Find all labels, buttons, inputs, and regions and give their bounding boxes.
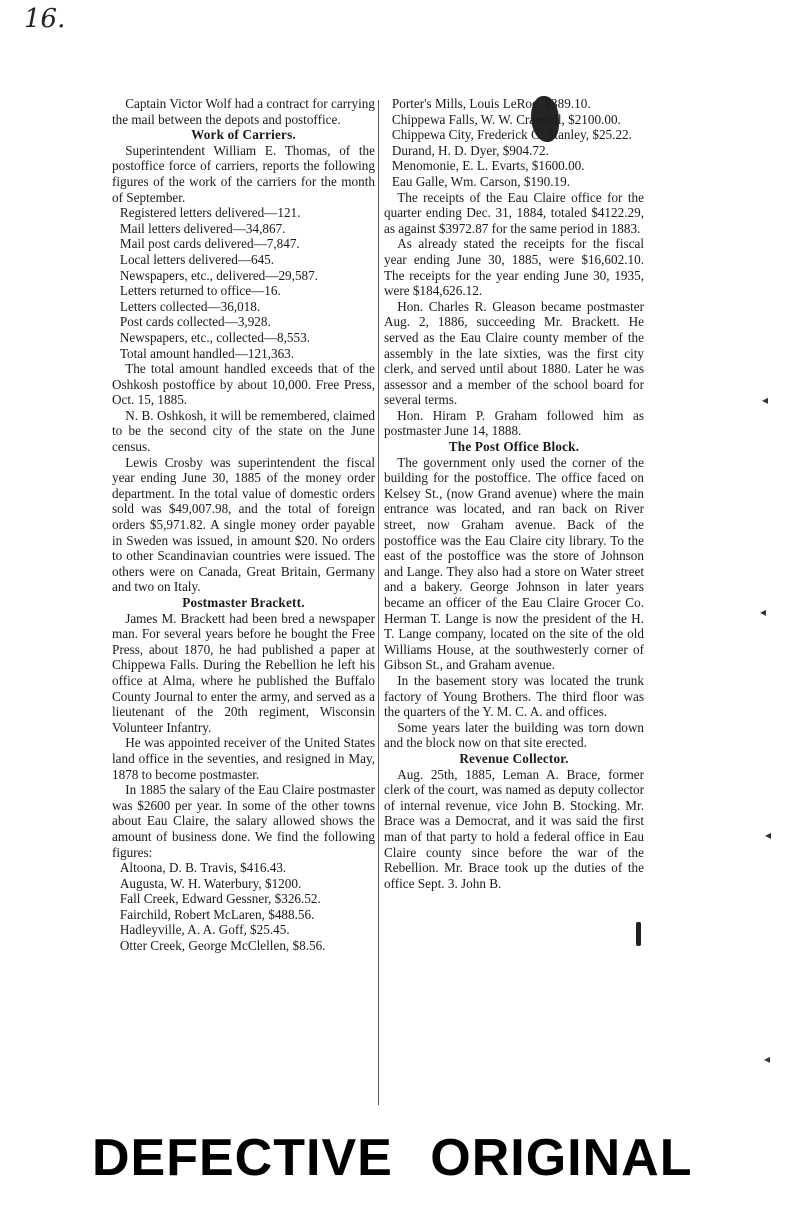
office-salary-line: Fall Creek, Edward Gessner, $326.52.: [119, 891, 321, 907]
column-divider: [378, 100, 379, 1105]
stat-line: Letters collected—36,018.: [119, 298, 261, 314]
left-column: [112, 96, 375, 954]
office-salary-line: Chippewa Falls, W. W. Crandell, $2100.00.: [391, 111, 621, 127]
paragraph: Lewis Crosby was superintendent the fiscal year ending June 30, 1885 of the money order department. In the total value of domestic orders sold was $49,007.98, and the total of foreign orders $5,971.82. A single money order payable in Sweden was issued, in amount $20. No orders to other Scandinavian countries were issued. The others were on Canada, Great Britain, Germany and two on Italy.: [112, 454, 375, 595]
office-salary-line: Otter Creek, George McClellen, $8.56.: [119, 938, 326, 954]
section-heading-post-office-block: The Post Office Block.: [448, 439, 580, 455]
paragraph: Captain Victor Wolf had a contract for carrying the mail between the depots and postoffice.: [112, 96, 375, 127]
section-heading-revenue-collector: Revenue Collector.: [459, 750, 569, 766]
office-salary-line: Hadleyville, A. A. Goff, $25.45.: [119, 922, 290, 938]
paragraph: Aug. 25th, 1885, Leman A. Brace, former clerk of the court, was named as deputy collector of internal revenue, vice John B. Stocking. Mr. Brace was a Democrat, and it was said the first man of that party to hold a federal office in Eau Claire county since before the war of the Rebellion. Mr. Brace took up the duties of the office Sept. 3. John B.: [384, 766, 644, 891]
stat-line: Newspapers, etc., collected—8,553.: [119, 329, 310, 345]
office-salary-line: Durand, H. D. Dyer, $904.72.: [391, 142, 549, 158]
paragraph: The receipts of the Eau Claire office for the quarter ending Dec. 31, 1884, totaled $4122.29, as against $3972.87 for the same period in 1883.: [384, 189, 644, 236]
office-salary-line: Chippewa City, Frederick G. Stanley, $25.22.: [391, 127, 632, 143]
stat-line: Letters returned to office—16.: [119, 283, 281, 299]
stat-line: Registered letters delivered—121.: [119, 205, 301, 221]
paragraph: Some years later the building was torn down and the block now on that site erected.: [384, 719, 644, 751]
paragraph: In the basement story was located the trunk factory of Young Brothers. The third floor was the quarters of the Y. M. C. A. and offices.: [384, 672, 644, 720]
paragraph: The total amount handled exceeds that of the Oshkosh postoffice by about 10,000. Free Press, Oct. 15, 1885.: [112, 361, 375, 408]
paragraph: Superintendent William E. Thomas, of the postoffice force of carriers, reports the following figures of the work of the carriers for the month of September.: [112, 142, 375, 205]
paragraph: He was appointed receiver of the United States land office in the seventies, and resigned in May, 1878 to become postmaster.: [112, 735, 375, 782]
office-salary-line: Porter's Mills, Louis LeRoe, $389.10.: [391, 96, 591, 111]
stat-line: Local letters delivered—645.: [119, 251, 275, 267]
right-column: [384, 96, 644, 891]
stat-line: Post cards collected—3,928.: [119, 314, 271, 330]
paragraph: Hon. Hiram P. Graham followed him as postmaster June 14, 1888.: [384, 407, 644, 439]
margin-arrow-icon: ◂: [762, 393, 769, 407]
paragraph: Hon. Charles R. Gleason became postmaster Aug. 2, 1886, succeeding Mr. Brackett. He served as the Eau Claire county member of the assembly in the late sixties, was the first city clerk, and served until about 1880. Later he was assessor and a member of the school board for several terms.: [384, 298, 644, 408]
office-salary-line: Altoona, D. B. Travis, $416.43.: [119, 860, 287, 876]
margin-arrow-icon: ◂: [765, 828, 772, 842]
section-heading-brackett: Postmaster Brackett.: [182, 595, 305, 610]
paragraph: In 1885 the salary of the Eau Claire postmaster was $2600 per year. In some of the other towns about Eau Claire, the salary allowed shows the amount of business done. We find the following figures:: [112, 782, 375, 860]
stat-line: Mail post cards delivered—7,847.: [119, 236, 300, 252]
office-salary-line: Augusta, W. H. Waterbury, $1200.: [119, 875, 302, 891]
stat-line: Total amount handled—121,363.: [119, 345, 295, 361]
office-salary-line: Eau Galle, Wm. Carson, $190.19.: [391, 173, 571, 189]
ink-speck: [636, 922, 641, 946]
section-heading-carriers: Work of Carriers.: [191, 127, 296, 143]
page-number: 16.: [24, 4, 66, 34]
paragraph: The government only used the corner of the building for the postoffice. The office faced on Kelsey St., (now Grand avenue) where the main entrance was located, and ran back on River street, now Graham avenue. Back of the postoffice was the Eau Claire city library. To the east of the postoffice was the store of Johnson and Lange. They also had a store on Water street and a bakery. George Johnson in later years became an officer of the Eau Claire Grocer Co. Herman T. Lange is now the president of the H. T. Lange company, located on the site of the old Williams House, at the southwesterly corner of Gibson St., and Graham avenue.: [384, 454, 644, 673]
paragraph: James M. Brackett had been bred a newspaper man. For several years before he bought the Free Press, about 1870, he had published a paper at Chippewa Falls. During the Rebellion he left his office at Alma, where he published the Buffalo County Journal to enter the army, and served as a lieutenant of the 20th regiment, Wisconsin Volunteer Infantry.: [112, 610, 375, 735]
margin-arrow-icon: ◂: [764, 1052, 771, 1066]
defective-original-banner: DEFECTIVE ORIGINAL: [92, 1129, 693, 1187]
stat-line: Mail letters delivered—34,867.: [119, 220, 286, 236]
office-salary-line: Fairchild, Robert McLaren, $488.56.: [119, 906, 315, 922]
office-salary-line: Menomonie, E. L. Evarts, $1600.00.: [391, 158, 585, 174]
paragraph: As already stated the receipts for the fiscal year ending June 30, 1885, were $16,602.10. The receipts for the year ending June 30, 1935, were $184,626.12.: [384, 236, 644, 299]
margin-arrow-icon: ◂: [760, 605, 767, 619]
paragraph: N. B. Oshkosh, it will be remembered, claimed to be the second city of the state on the June census.: [112, 407, 375, 455]
stat-line: Newspapers, etc., delivered—29,587.: [119, 267, 319, 283]
